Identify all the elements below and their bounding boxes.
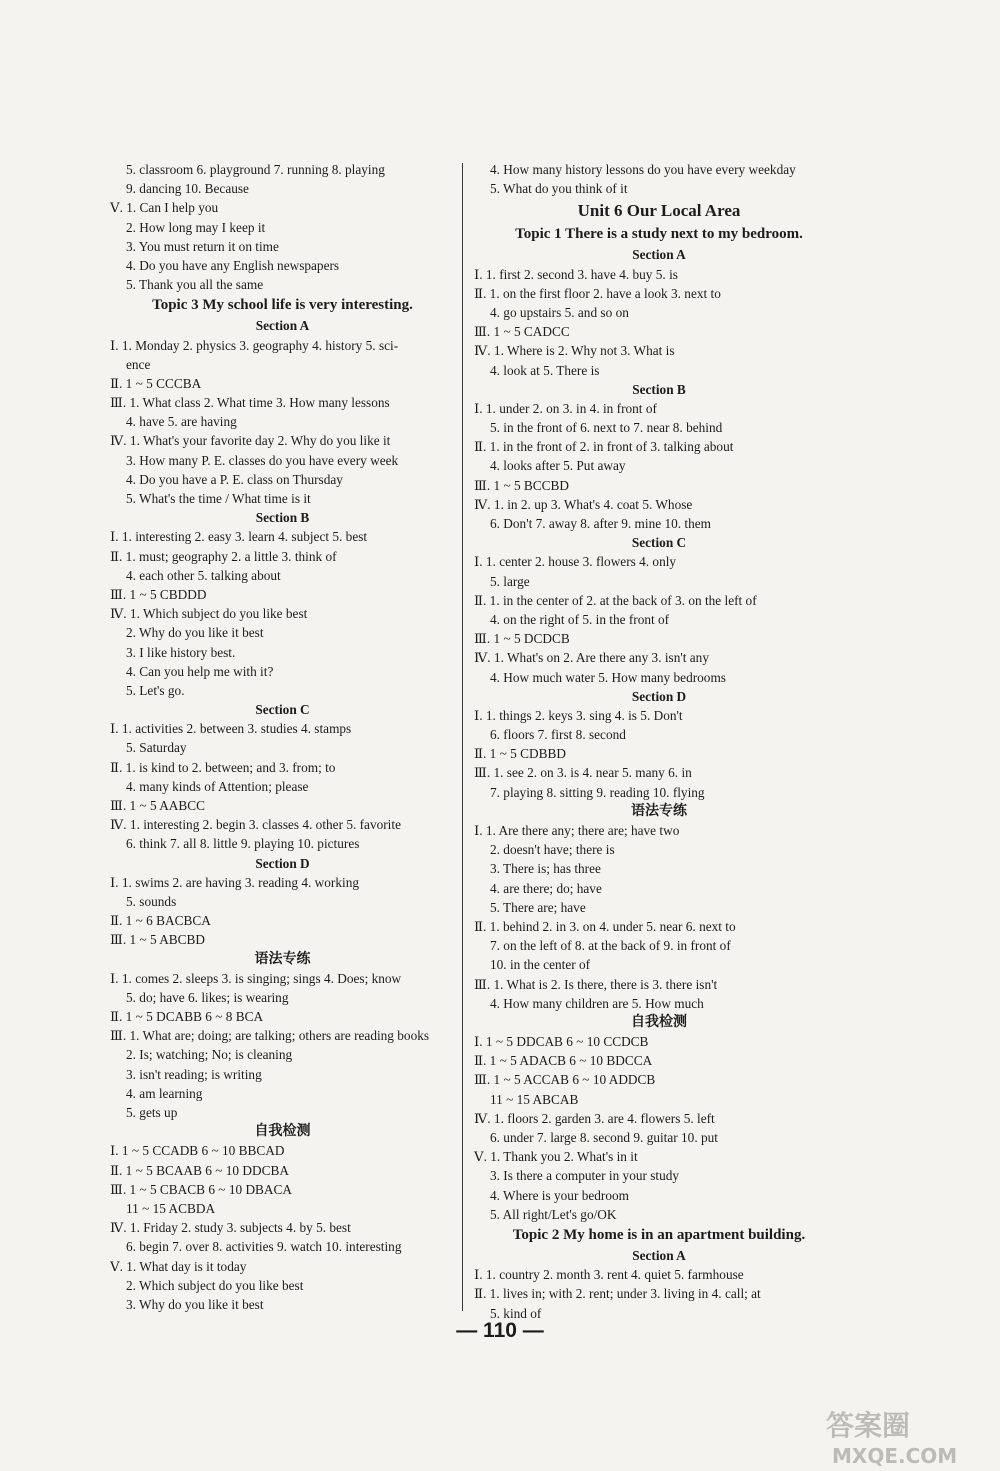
answer-line: 3. isn't reading; is writing [126, 1066, 262, 1082]
section-heading: Section B [632, 381, 686, 397]
answer-line: Ⅳ. 1. in 2. up 3. What's 4. coat 5. Whose [474, 496, 693, 512]
section-heading: Section D [255, 855, 310, 871]
answer-line: Ⅳ. 1. What's your favorite day 2. Why do you like it [110, 433, 391, 449]
answer-line: Ⅲ. 1. see 2. on 3. is 4. near 5. many 6. in [474, 765, 692, 781]
answer-line: Ⅱ. 1 ~ 5 DCABB 6 ~ 8 BCA [110, 1009, 264, 1025]
answer-line: Ⅲ. 1 ~ 5 BCCBD [474, 477, 570, 493]
answer-line: Ⅲ. 1 ~ 5 CBACB 6 ~ 10 DBACA [110, 1181, 292, 1197]
answer-line: Ⅳ. 1. interesting 2. begin 3. classes 4. other 5. favorite [110, 817, 401, 833]
answer-line: 3. There is; has three [490, 861, 601, 877]
watermark-cn-text: 答案圈 [826, 1409, 911, 1442]
answer-line: Ⅰ. 1 ~ 5 CCADB 6 ~ 10 BBCAD [110, 1143, 285, 1159]
section-heading: Section A [632, 1247, 686, 1263]
answer-line: 2. doesn't have; there is [490, 842, 615, 858]
answer-line: 9. dancing 10. Because [126, 181, 249, 197]
answer-line: 5. kind of [490, 1305, 542, 1321]
answer-line: 4. many kinds of Attention; please [126, 778, 309, 794]
answer-line: 6. begin 7. over 8. activities 9. watch 10. interesting [126, 1239, 402, 1255]
section-heading: Section A [632, 247, 686, 263]
answer-line: Ⅱ. 1 ~ 5 BCAAB 6 ~ 10 DDCBA [110, 1162, 289, 1178]
answer-line: Ⅲ. 1 ~ 5 CBDDD [110, 586, 207, 602]
answer-line: 4. Where is your bedroom [490, 1187, 629, 1203]
topic-heading: Topic 1 There is a study next to my bedroom. [515, 226, 803, 243]
answer-line: 4. Can you help me with it? [126, 663, 274, 679]
answer-line: 3. You must return it on time [126, 238, 279, 254]
answer-line: 5. There are; have [490, 899, 586, 915]
topic-heading: Topic 2 My home is in an apartment building. [512, 1226, 806, 1243]
practice-heading: 语法专练 [254, 950, 311, 967]
answer-line: Ⅲ. 1 ~ 5 CADCC [474, 324, 570, 340]
practice-heading: 语法专练 [631, 802, 687, 819]
answer-line: Ⅱ. 1. is kind to 2. between; and 3. from; to [110, 759, 336, 775]
answer-line: Ⅲ. 1 ~ 5 ACCAB 6 ~ 10 ADDCB [474, 1072, 656, 1088]
unit-heading: Unit 6 Our Local Area [577, 201, 741, 221]
answer-line: Ⅰ. 1. first 2. second 3. have 4. buy 5. is [474, 266, 678, 282]
answer-line: Ⅱ. 1 ~ 5 ADACB 6 ~ 10 BDCCA [474, 1053, 653, 1069]
practice-heading: 自我检测 [254, 1123, 311, 1140]
answer-line: Ⅱ. 1 ~ 5 CCCBA [110, 375, 202, 391]
answer-line: 4. How many children are 5. How much [490, 995, 704, 1011]
answer-line: Ⅰ. 1. Monday 2. physics 3. geography 4. history 5. sci- [110, 337, 399, 353]
answer-line: 6. Don't 7. away 8. after 9. mine 10. them [490, 516, 712, 531]
answer-line: Ⅰ. 1. interesting 2. easy 3. learn 4. subject 5. best [110, 529, 368, 545]
left-column [110, 160, 455, 1314]
answer-line: Ⅲ. 1 ~ 5 DCDCB [474, 631, 570, 647]
answer-line: Ⅳ. 1. What's on 2. Are there any 3. isn't any [474, 650, 709, 666]
topic-heading: Topic 3 My school life is very interesting. [152, 297, 413, 314]
answer-line: 4. look at 5. There is [490, 362, 600, 378]
answer-line: 2. Which subject do you like best [126, 1277, 304, 1293]
answer-line: 5. large [490, 573, 530, 589]
section-heading: Section C [255, 702, 310, 718]
answer-line: 2. Is; watching; No; is cleaning [126, 1047, 293, 1063]
answer-line: 3. Why do you like it best [126, 1296, 264, 1312]
answer-line: Ⅱ. 1. in the front of 2. in front of 3. talking about [474, 439, 734, 455]
answer-line: 2. Why do you like it best [126, 625, 264, 641]
answer-line: 3. How many P. E. classes do you have every week [126, 452, 399, 468]
answer-line: Ⅰ. 1. things 2. keys 3. sing 4. is 5. Don't [474, 707, 683, 723]
answer-line: 5. gets up [126, 1105, 178, 1120]
page-number: — 110 — [456, 1319, 544, 1342]
answer-line: Ⅱ. 1. lives in; with 2. rent; under 3. living in 4. call; at [474, 1286, 761, 1302]
answer-line: 10. in the center of [490, 957, 591, 973]
answer-line: 6. think 7. all 8. little 9. playing 10. pictures [126, 836, 360, 852]
answer-line: 5. What do you think of it [490, 181, 628, 197]
answer-line: 4. Do you have any English newspapers [126, 257, 340, 273]
answer-line: 11 ~ 15 ACBDA [126, 1200, 216, 1216]
answer-line: Ⅳ. 1. floors 2. garden 3. are 4. flowers 5. left [474, 1110, 715, 1126]
watermark-logo [820, 1405, 995, 1469]
answer-line: 5. Saturday [126, 740, 187, 756]
answer-line: ence [126, 356, 151, 372]
answer-line: 4. looks after 5. Put away [490, 458, 626, 474]
answer-line: Ⅱ. 1. must; geography 2. a little 3. think of [110, 548, 337, 564]
answer-line: Ⅱ. 1 ~ 5 CDBBD [474, 746, 566, 762]
answer-line: 4. am learning [126, 1085, 203, 1101]
watermark-en-text: MXQE.COM [832, 1444, 958, 1468]
answer-line: 5. Thank you all the same [126, 277, 264, 293]
answer-line: 4. each other 5. talking about [126, 567, 281, 583]
answer-line: Ⅲ. 1 ~ 5 ABCBD [110, 932, 206, 948]
answer-line: 4. How many history lessons do you have every weekday [490, 162, 796, 177]
answer-line: Ⅴ. 1. Thank you 2. What's in it [474, 1149, 638, 1165]
answer-line: Ⅱ. 1. on the first floor 2. have a look 3. next to [474, 285, 721, 301]
answer-line: Ⅱ. 1. behind 2. in 3. on 4. under 5. near 6. next to [474, 918, 736, 934]
right-column [474, 160, 844, 1323]
answer-line: 7. playing 8. sitting 9. reading 10. flying [490, 784, 705, 800]
section-heading: Section C [631, 535, 687, 551]
answer-line: 11 ~ 15 ABCAB [490, 1091, 579, 1107]
answer-line: Ⅰ. 1. comes 2. sleeps 3. is singing; sings 4. Does; know [110, 970, 402, 986]
answer-line: Ⅳ. 1. Where is 2. Why not 3. What is [474, 343, 675, 359]
answer-line: Ⅲ. 1. What is 2. Is there, there is 3. there isn't [474, 976, 718, 992]
answer-line: 4. have 5. are having [126, 414, 237, 430]
answer-line: 3. Is there a computer in your study [490, 1168, 680, 1184]
answer-line: 4. are there; do; have [490, 880, 602, 896]
section-heading: Section D [631, 688, 687, 704]
answer-line: 4. go upstairs 5. and so on [490, 304, 629, 320]
practice-heading: 自我检测 [631, 1013, 687, 1030]
answer-line: 2. How long may I keep it [126, 219, 266, 235]
answer-line: 5. Let's go. [126, 682, 185, 698]
answer-line: Ⅰ. 1 ~ 5 DDCAB 6 ~ 10 CCDCB [474, 1034, 649, 1050]
answer-line: 4. How much water 5. How many bedrooms [490, 669, 726, 685]
answer-line: 5. All right/Let's go/OK [490, 1206, 617, 1222]
answer-line: Ⅴ. 1. What day is it today [110, 1258, 247, 1274]
answer-line: 4. Do you have a P. E. class on Thursday [126, 471, 343, 487]
answer-line: Ⅲ. 1 ~ 5 AABCC [110, 798, 206, 813]
answer-line: 3. I like history best. [126, 644, 236, 660]
answer-line: Ⅳ. 1. Which subject do you like best [110, 606, 308, 622]
answer-line: Ⅳ. 1. Friday 2. study 3. subjects 4. by 5. best [110, 1220, 351, 1236]
answer-line: 6. under 7. large 8. second 9. guitar 10. put [490, 1130, 718, 1145]
answer-line: Ⅰ. 1. center 2. house 3. flowers 4. only [474, 554, 677, 570]
answer-line: 5. do; have 6. likes; is wearing [126, 989, 289, 1005]
section-heading: Section A [255, 318, 310, 334]
answer-line: Ⅰ. 1. activities 2. between 3. studies 4. stamps [110, 721, 352, 737]
answer-line: Ⅴ. 1. Can I help you [110, 200, 219, 216]
answer-line: 6. floors 7. first 8. second [490, 727, 626, 743]
answer-line: Ⅱ. 1. in the center of 2. at the back of 3. on the left of [474, 592, 757, 608]
answer-line: 5. in the front of 6. next to 7. near 8. behind [490, 420, 723, 436]
answer-line: 7. on the left of 8. at the back of 9. in front of [490, 938, 731, 954]
answer-line: Ⅱ. 1 ~ 6 BACBCA [110, 913, 211, 929]
answer-line: Ⅰ. 1. under 2. on 3. in 4. in front of [474, 400, 657, 416]
section-heading: Section B [255, 510, 310, 526]
answer-line: Ⅲ. 1. What are; doing; are talking; others are reading books [110, 1028, 430, 1044]
answer-line: 5. What's the time / What time is it [126, 491, 311, 506]
answer-line: 5. classroom 6. playground 7. running 8. playing [126, 162, 385, 177]
answer-line: 4. on the right of 5. in the front of [490, 611, 670, 627]
answer-line: 5. sounds [126, 893, 177, 909]
answer-line: Ⅰ. 1. country 2. month 3. rent 4. quiet 5. farmhouse [474, 1267, 744, 1283]
column-divider [462, 163, 463, 1311]
answer-line: Ⅰ. 1. swims 2. are having 3. reading 4. working [110, 874, 359, 890]
answer-line: Ⅰ. 1. Are there any; there are; have two [474, 823, 680, 838]
answer-line: Ⅲ. 1. What class 2. What time 3. How many lessons [110, 395, 390, 411]
